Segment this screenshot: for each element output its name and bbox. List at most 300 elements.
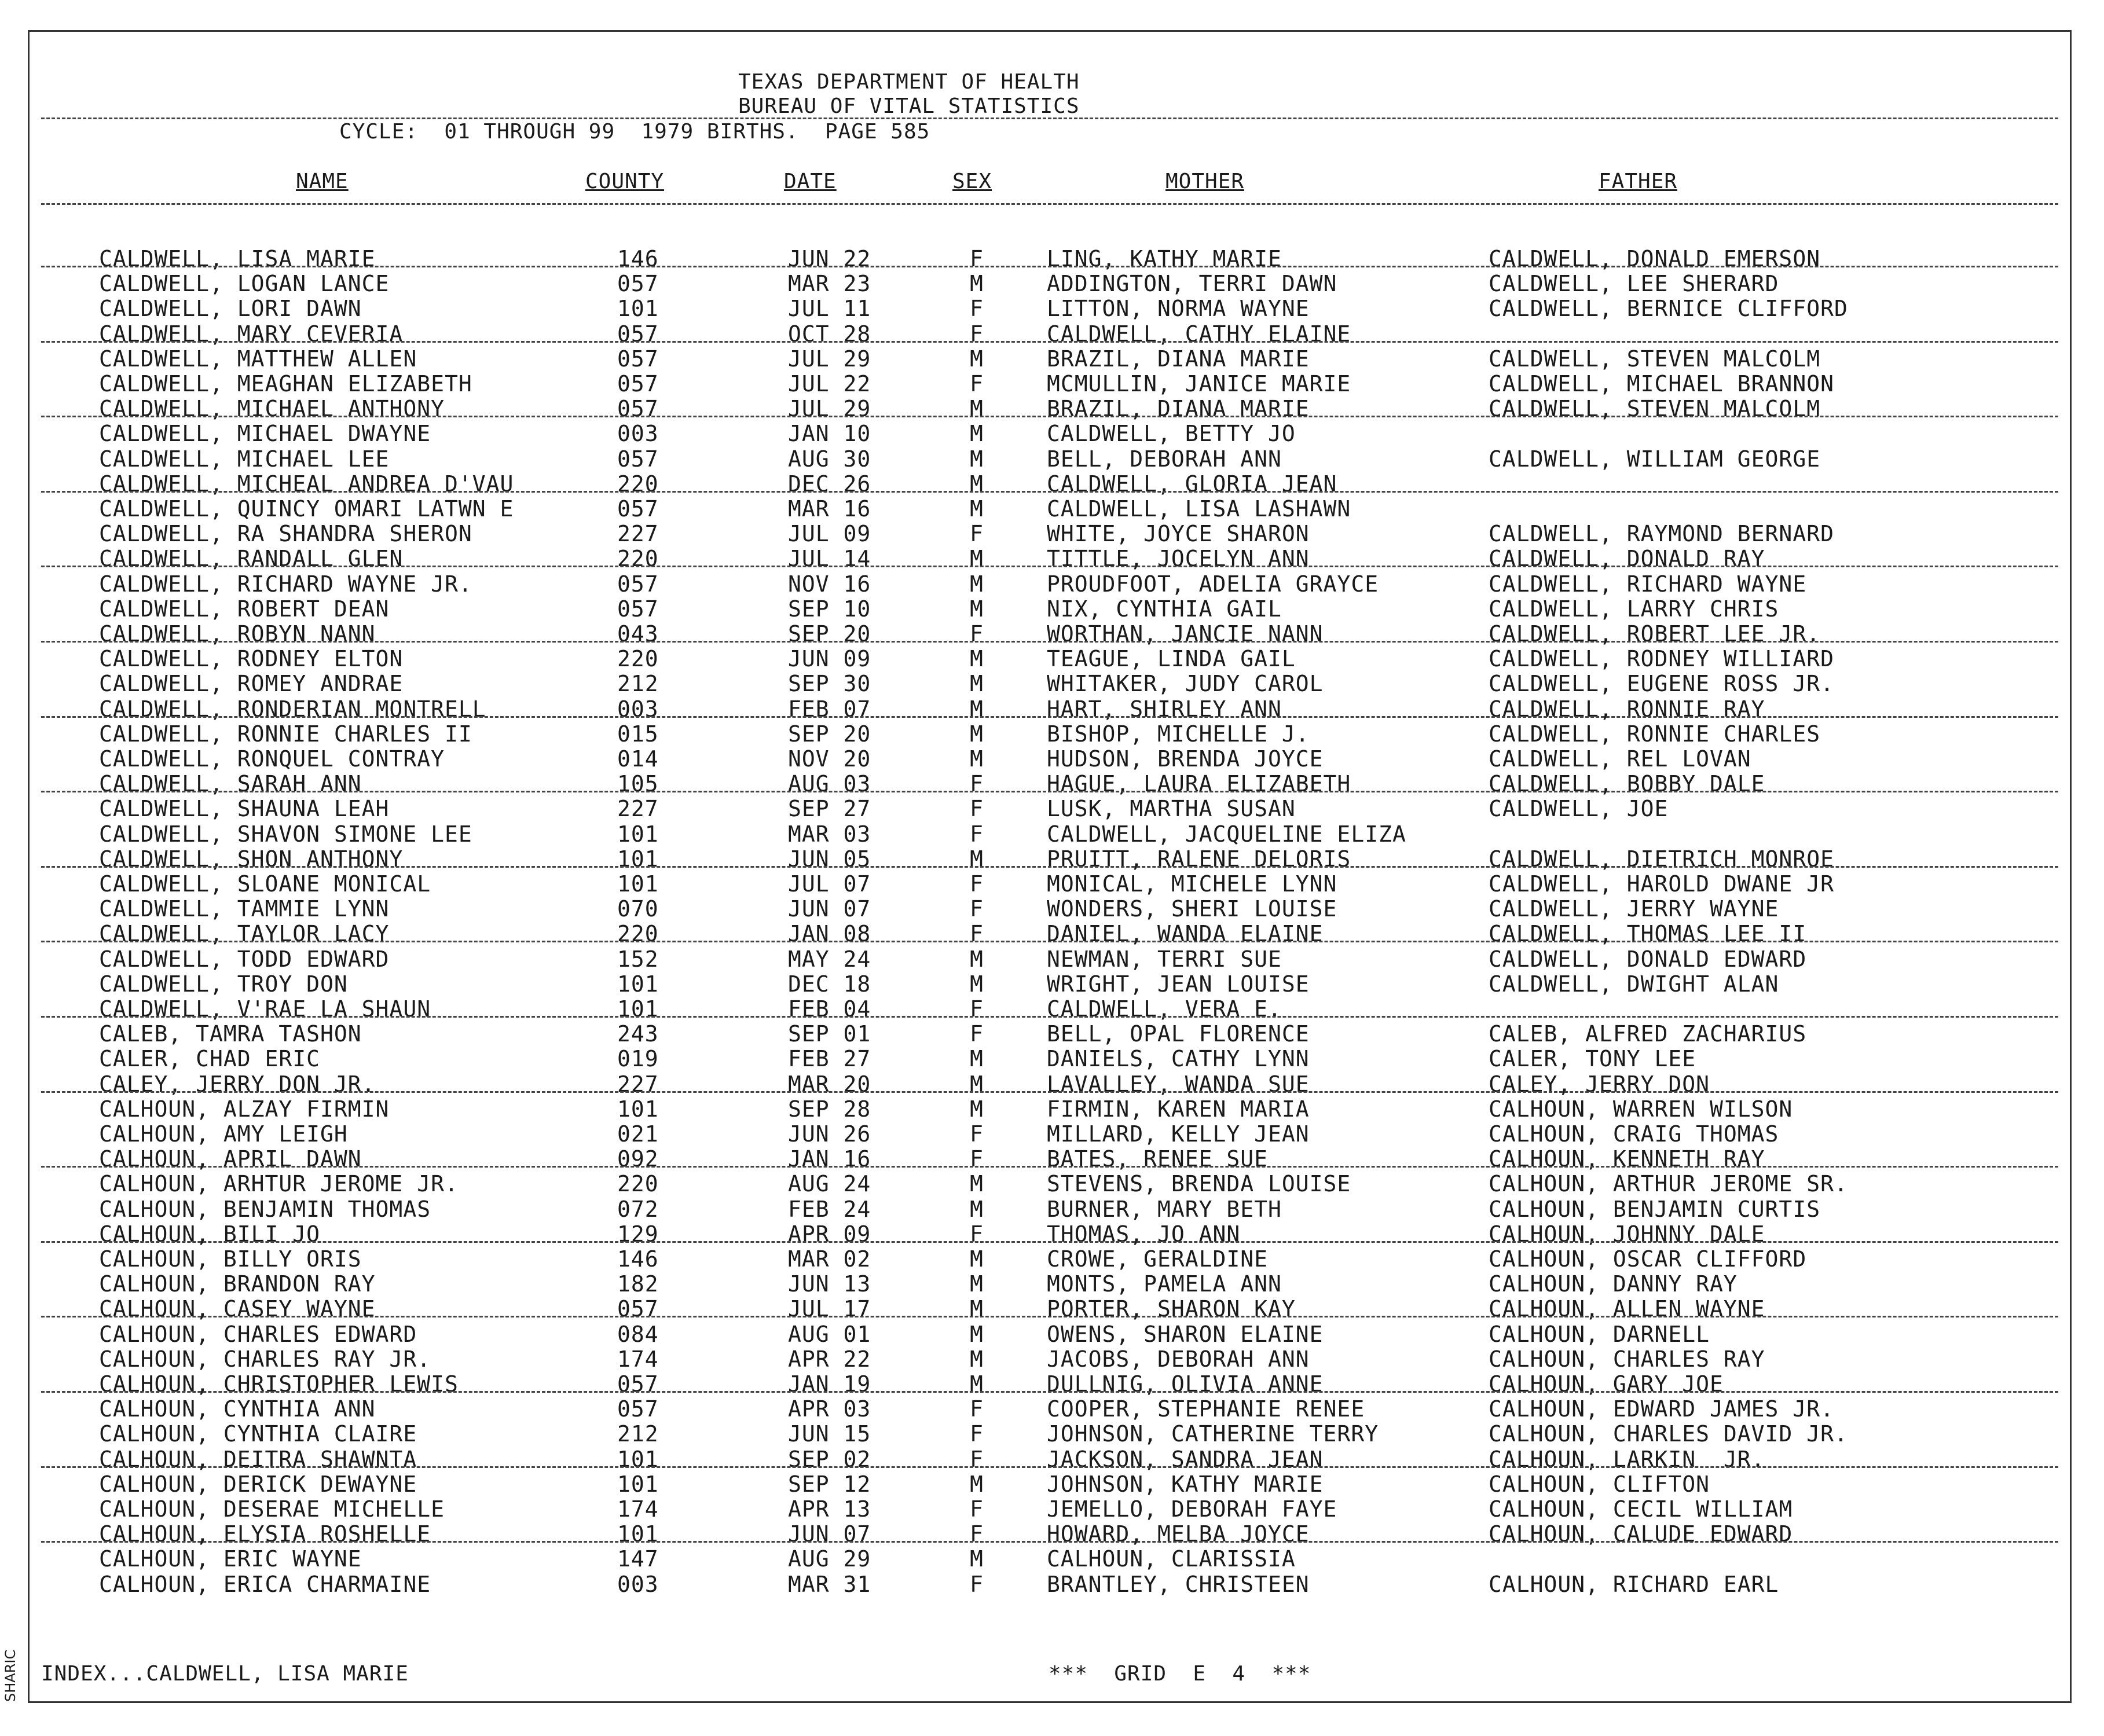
cell-sex: F — [970, 1496, 984, 1522]
cell-name: CALHOUN, BILLY ORIS — [99, 1246, 362, 1272]
cell-sex: M — [970, 571, 984, 597]
cell-mother: WHITE, JOYCE SHARON — [1047, 521, 1310, 547]
cell-name: CALDWELL, MICHEAL ANDREA D'VAU — [99, 471, 514, 497]
cell-mother: MILLARD, KELLY JEAN — [1047, 1121, 1310, 1147]
cell-county: 227 — [617, 796, 659, 822]
cell-county: 021 — [617, 1121, 659, 1147]
cell-mother: BRAZIL, DIANA MARIE — [1047, 346, 1310, 372]
cell-date: SEP 30 — [788, 671, 871, 697]
table-row — [30, 971, 2070, 996]
cell-name: CALHOUN, ERIC WAYNE — [99, 1546, 362, 1572]
cell-sex: M — [970, 1296, 984, 1322]
table-row — [30, 946, 2070, 971]
cell-mother: TEAGUE, LINDA GAIL — [1047, 646, 1296, 672]
cell-name: CALDWELL, MICHAEL DWAYNE — [99, 421, 431, 447]
cell-county: 101 — [617, 1096, 659, 1122]
table-row — [30, 896, 2070, 921]
cell-county: 101 — [617, 821, 659, 847]
cell-name: CALHOUN, CYNTHIA ANN — [99, 1396, 376, 1422]
cell-mother: CALDWELL, LISA LASHAWN — [1047, 496, 1351, 522]
cell-mother: WHITAKER, JUDY CAROL — [1047, 671, 1324, 697]
cell-date: NOV 16 — [788, 571, 871, 597]
cell-date: JUL 09 — [788, 521, 871, 547]
table-row — [30, 1246, 2070, 1271]
cell-sex: F — [970, 896, 984, 922]
cell-sex: M — [970, 1271, 984, 1297]
cell-father: CALDWELL, JERRY WAYNE — [1489, 896, 1779, 922]
cell-sex: M — [970, 721, 984, 747]
cell-date: FEB 04 — [788, 996, 871, 1022]
table-row — [30, 721, 2070, 746]
cell-mother: COOPER, STEPHANIE RENEE — [1047, 1396, 1365, 1422]
cell-father: CALDWELL, EUGENE ROSS JR. — [1489, 671, 1834, 697]
table-row — [30, 1271, 2070, 1296]
row-separator — [41, 1241, 2058, 1243]
cell-name: CALER, CHAD ERIC — [99, 1046, 321, 1072]
cell-sex: M — [970, 421, 984, 447]
cell-county: 057 — [617, 1371, 659, 1397]
column-header-name: NAME — [296, 170, 349, 193]
cell-father: CALDWELL, WILLIAM GEORGE — [1489, 446, 1821, 472]
table-row — [30, 1421, 2070, 1446]
cell-mother: BRANTLEY, CHRISTEEN — [1047, 1571, 1310, 1597]
cell-county: 101 — [617, 296, 659, 322]
cell-father: CALHOUN, BENJAMIN CURTIS — [1489, 1196, 1821, 1222]
cell-county: 072 — [617, 1196, 659, 1222]
table-row — [30, 1496, 2070, 1521]
cell-mother: ADDINGTON, TERRI DAWN — [1047, 271, 1337, 297]
cell-father: CALHOUN, CRAIG THOMAS — [1489, 1121, 1779, 1147]
cell-sex: M — [970, 446, 984, 472]
cell-name: CALDWELL, RANDALL GLEN — [99, 546, 404, 572]
cell-father: CALDWELL, THOMAS LEE II — [1489, 921, 1807, 947]
cell-sex: F — [970, 871, 984, 897]
cell-name: CALDWELL, TAYLOR LACY — [99, 921, 390, 947]
cell-sex: M — [970, 1171, 984, 1197]
cell-mother: MONTS, PAMELA ANN — [1047, 1271, 1282, 1297]
cell-mother: BELL, OPAL FLORENCE — [1047, 1021, 1310, 1047]
cell-sex: M — [970, 1321, 984, 1347]
table-row — [30, 1471, 2070, 1496]
footer-grid: *** GRID E 4 *** — [1049, 1662, 1311, 1686]
cell-mother: BELL, DEBORAH ANN — [1047, 446, 1282, 472]
cell-date: NOV 20 — [788, 746, 871, 772]
cell-county: 101 — [617, 871, 659, 897]
cell-name: CALDWELL, V'RAE LA SHAUN — [99, 996, 431, 1022]
cell-name: CALDWELL, TODD EDWARD — [99, 946, 390, 972]
cell-mother: DULLNIG, OLIVIA ANNE — [1047, 1371, 1324, 1397]
cell-date: MAR 23 — [788, 271, 871, 297]
margin-mark: SHARIC — [2, 1649, 19, 1702]
cell-date: MAR 31 — [788, 1571, 871, 1597]
table-row — [30, 1396, 2070, 1421]
cell-county: 057 — [617, 446, 659, 472]
cell-sex: F — [970, 296, 984, 322]
cell-county: 057 — [617, 346, 659, 372]
cell-date: SEP 20 — [788, 621, 871, 647]
cell-mother: WORTHAN, JANCIE NANN — [1047, 621, 1324, 647]
cell-county: 057 — [617, 321, 659, 347]
column-header-date: DATE — [784, 170, 837, 193]
cell-mother: CALDWELL, VERA E. — [1047, 996, 1282, 1022]
cell-sex: F — [970, 371, 984, 397]
cell-county: 101 — [617, 846, 659, 872]
footer-index: INDEX...CALDWELL, LISA MARIE — [41, 1662, 409, 1686]
cell-mother: CALDWELL, BETTY JO — [1047, 421, 1296, 447]
table-row — [30, 346, 2070, 371]
header-agency: TEXAS DEPARTMENT OF HEALTH — [738, 70, 1080, 94]
header-divider — [41, 118, 2058, 119]
cell-date: JUN 09 — [788, 646, 871, 672]
cell-date: AUG 24 — [788, 1171, 871, 1197]
cell-name: CALHOUN, CHARLES RAY JR. — [99, 1346, 431, 1372]
cell-name: CALDWELL, MICHAEL LEE — [99, 446, 390, 472]
cell-county: 003 — [617, 696, 659, 722]
cell-county: 101 — [617, 1521, 659, 1547]
cell-county: 057 — [617, 496, 659, 522]
cell-mother: DANIEL, WANDA ELAINE — [1047, 921, 1324, 947]
row-separator — [41, 1016, 2058, 1018]
cell-name: CALHOUN, BRANDON RAY — [99, 1271, 376, 1297]
cell-county: 182 — [617, 1271, 659, 1297]
cell-name: CALDWELL, TAMMIE LYNN — [99, 896, 390, 922]
cell-mother: HAGUE, LAURA ELIZABETH — [1047, 771, 1351, 797]
cell-sex: F — [970, 1446, 984, 1472]
cell-name: CALHOUN, CASEY WAYNE — [99, 1296, 376, 1322]
cell-father: CALDWELL, REL LOVAN — [1489, 746, 1751, 772]
row-separator — [41, 266, 2058, 267]
cell-date: APR 09 — [788, 1221, 871, 1247]
cell-date: JUL 22 — [788, 371, 871, 397]
cell-sex: M — [970, 1046, 984, 1072]
cell-name: CALHOUN, DEITRA SHAWNTA — [99, 1446, 417, 1472]
cell-date: AUG 30 — [788, 446, 871, 472]
cell-county: 092 — [617, 1146, 659, 1172]
cell-mother: MONICAL, MICHELE LYNN — [1047, 871, 1337, 897]
cell-father: CALHOUN, CLIFTON — [1489, 1471, 1710, 1497]
cell-father: CALHOUN, DANNY RAY — [1489, 1271, 1738, 1297]
cell-sex: M — [970, 346, 984, 372]
row-separator — [41, 566, 2058, 567]
cell-sex: F — [970, 921, 984, 947]
cell-county: 070 — [617, 896, 659, 922]
cell-sex: F — [970, 796, 984, 822]
row-separator — [41, 341, 2058, 343]
cell-father: CALDWELL, RONNIE RAY — [1489, 696, 1765, 722]
cell-date: APR 03 — [788, 1396, 871, 1422]
row-separator — [41, 1166, 2058, 1168]
cell-county: 101 — [617, 996, 659, 1022]
cell-sex: M — [970, 1546, 984, 1572]
table-row — [30, 746, 2070, 771]
cell-sex: M — [970, 496, 984, 522]
cell-date: APR 13 — [788, 1496, 871, 1522]
cell-date: DEC 18 — [788, 971, 871, 997]
cell-sex: F — [970, 1221, 984, 1247]
cell-name: CALDWELL, MEAGHAN ELIZABETH — [99, 371, 472, 397]
cell-date: MAR 03 — [788, 821, 871, 847]
printout-page — [28, 30, 2072, 1703]
cell-father: CALDWELL, DIETRICH MONROE — [1489, 846, 1834, 872]
cell-county: 220 — [617, 1171, 659, 1197]
cell-mother: LAVALLEY, WANDA SUE — [1047, 1071, 1310, 1097]
row-separator — [41, 716, 2058, 718]
cell-county: 084 — [617, 1321, 659, 1347]
cell-county: 152 — [617, 946, 659, 972]
cell-name: CALDWELL, RA SHANDRA SHERON — [99, 521, 472, 547]
cell-name: CALDWELL, ROBYN NANN — [99, 621, 376, 647]
cell-sex: F — [970, 1021, 984, 1047]
cell-father: CALHOUN, ALLEN WAYNE — [1489, 1296, 1765, 1322]
cell-county: 174 — [617, 1496, 659, 1522]
cell-sex: F — [970, 1146, 984, 1172]
cell-county: 014 — [617, 746, 659, 772]
cell-mother: JOHNSON, CATHERINE TERRY — [1047, 1421, 1379, 1447]
cell-date: AUG 03 — [788, 771, 871, 797]
cell-sex: M — [970, 696, 984, 722]
cell-date: JUN 07 — [788, 1521, 871, 1547]
cell-mother: WRIGHT, JEAN LOUISE — [1047, 971, 1310, 997]
cell-county: 129 — [617, 1221, 659, 1247]
row-separator — [41, 941, 2058, 942]
cell-name: CALDWELL, MARY CEVERIA — [99, 321, 404, 347]
table-row — [30, 371, 2070, 396]
cell-sex: M — [970, 271, 984, 297]
cell-sex: F — [970, 521, 984, 547]
cell-mother: WONDERS, SHERI LOUISE — [1047, 896, 1337, 922]
cell-date: MAY 24 — [788, 946, 871, 972]
header-bureau: BUREAU OF VITAL STATISTICS — [738, 94, 1080, 118]
cell-name: CALHOUN, CHRISTOPHER LEWIS — [99, 1371, 459, 1397]
cell-father: CALHOUN, DARNELL — [1489, 1321, 1710, 1347]
cell-name: CALHOUN, BILI JO — [99, 1221, 321, 1247]
cell-sex: M — [970, 1346, 984, 1372]
cell-mother: PORTER, SHARON KAY — [1047, 1296, 1296, 1322]
cell-mother: BISHOP, MICHELLE J. — [1047, 721, 1310, 747]
cell-father: CALDWELL, ROBERT LEE JR. — [1489, 621, 1821, 647]
cell-county: 057 — [617, 1396, 659, 1422]
table-row — [30, 1572, 2070, 1596]
cell-county: 101 — [617, 1446, 659, 1472]
row-separator — [41, 1316, 2058, 1317]
cell-name: CALHOUN, DESERAE MICHELLE — [99, 1496, 445, 1522]
cell-mother: PRUITT, RALENE DELORIS — [1047, 846, 1351, 872]
cell-sex: F — [970, 1121, 984, 1147]
cell-father: CALDWELL, DONALD EDWARD — [1489, 946, 1807, 972]
cell-date: SEP 28 — [788, 1096, 871, 1122]
cell-sex: F — [970, 246, 984, 271]
table-row — [30, 296, 2070, 321]
cell-father: CALDWELL, MICHAEL BRANNON — [1489, 371, 1834, 397]
cell-date: JUL 29 — [788, 346, 871, 372]
cell-mother: BRAZIL, DIANA MARIE — [1047, 396, 1310, 422]
cell-county: 101 — [617, 1471, 659, 1497]
row-separator — [41, 641, 2058, 643]
cell-county: 227 — [617, 1071, 659, 1097]
cell-mother: TITTLE, JOCELYN ANN — [1047, 546, 1310, 572]
table-row — [30, 1121, 2070, 1146]
cell-sex: F — [970, 321, 984, 347]
cell-mother: LITTON, NORMA WAYNE — [1047, 296, 1310, 322]
cell-father: CALDWELL, JOE — [1489, 796, 1669, 822]
cell-father: CALHOUN, CHARLES DAVID JR. — [1489, 1421, 1848, 1447]
cell-father: CALHOUN, LARKIN JR. — [1489, 1446, 1765, 1472]
cell-father: CALDWELL, RICHARD WAYNE — [1489, 571, 1807, 597]
table-row — [30, 421, 2070, 446]
cell-sex: F — [970, 1421, 984, 1447]
cell-father: CALDWELL, RONNIE CHARLES — [1489, 721, 1821, 747]
cell-county: 019 — [617, 1046, 659, 1072]
cell-mother: JACOBS, DEBORAH ANN — [1047, 1346, 1310, 1372]
column-header-mother: MOTHER — [1165, 170, 1245, 193]
cell-county: 220 — [617, 471, 659, 497]
cell-sex: M — [970, 1196, 984, 1222]
row-separator — [41, 1541, 2058, 1543]
cell-mother: JEMELLO, DEBORAH FAYE — [1047, 1496, 1337, 1522]
cell-date: JAN 19 — [788, 1371, 871, 1397]
cell-mother: JOHNSON, KATHY MARIE — [1047, 1471, 1324, 1497]
cell-father: CALDWELL, DONALD EMERSON — [1489, 246, 1821, 271]
cell-date: AUG 01 — [788, 1321, 871, 1347]
cell-name: CALDWELL, SHON ANTHONY — [99, 846, 404, 872]
cell-sex: F — [970, 1521, 984, 1547]
cell-name: CALDWELL, TROY DON — [99, 971, 348, 997]
cell-father: CALDWELL, HAROLD DWANE JR — [1489, 871, 1834, 897]
cell-name: CALHOUN, APRIL DAWN — [99, 1146, 362, 1172]
table-row — [30, 271, 2070, 296]
cell-date: JUL 14 — [788, 546, 871, 572]
cell-county: 146 — [617, 246, 659, 271]
cell-father: CALHOUN, CHARLES RAY — [1489, 1346, 1765, 1372]
cell-date: SEP 10 — [788, 596, 871, 622]
cell-name: CALDWELL, SHAUNA LEAH — [99, 796, 390, 822]
table-row — [30, 1021, 2070, 1046]
cell-mother: BURNER, MARY BETH — [1047, 1196, 1282, 1222]
cell-name: CALDWELL, MICHAEL ANTHONY — [99, 396, 445, 422]
cell-father: CALDWELL, BOBBY DALE — [1489, 771, 1765, 797]
cell-county: 057 — [617, 1296, 659, 1322]
table-row — [30, 1197, 2070, 1221]
cell-mother: FIRMIN, KAREN MARIA — [1047, 1096, 1310, 1122]
cell-name: CALDWELL, ROBERT DEAN — [99, 596, 390, 622]
cell-date: JUL 17 — [788, 1296, 871, 1322]
table-row — [30, 1171, 2070, 1196]
cell-father: CALHOUN, CALUDE EDWARD — [1489, 1521, 1793, 1547]
row-separator — [41, 791, 2058, 792]
cell-county: 057 — [617, 271, 659, 297]
cell-sex: M — [970, 946, 984, 972]
cell-father: CALER, TONY LEE — [1489, 1046, 1696, 1072]
row-separator — [41, 1091, 2058, 1093]
cell-mother: LING, KATHY MARIE — [1047, 246, 1282, 271]
cell-name: CALDWELL, SLOANE MONICAL — [99, 871, 431, 897]
cell-date: JUN 15 — [788, 1421, 871, 1447]
table-row — [30, 1096, 2070, 1121]
row-separator — [41, 491, 2058, 493]
cell-name: CALHOUN, DERICK DEWAYNE — [99, 1471, 417, 1497]
cell-father: CALHOUN, EDWARD JAMES JR. — [1489, 1396, 1834, 1422]
cell-name: CALDWELL, LOGAN LANCE — [99, 271, 390, 297]
cell-name: CALDWELL, SARAH ANN — [99, 771, 362, 797]
cell-mother: MCMULLIN, JANICE MARIE — [1047, 371, 1351, 397]
cell-mother: NEWMAN, TERRI SUE — [1047, 946, 1282, 972]
cell-father: CALHOUN, OSCAR CLIFFORD — [1489, 1246, 1807, 1272]
row-separator — [41, 866, 2058, 868]
cell-county: 212 — [617, 671, 659, 697]
cell-sex: M — [970, 1471, 984, 1497]
row-separator — [41, 1391, 2058, 1393]
table-row — [30, 796, 2070, 821]
column-header-sex: SEX — [952, 170, 992, 193]
cell-date: JUL 07 — [788, 871, 871, 897]
cell-sex: F — [970, 1571, 984, 1597]
cell-date: SEP 02 — [788, 1446, 871, 1472]
cell-date: MAR 16 — [788, 496, 871, 522]
cell-name: CALDWELL, RONNIE CHARLES II — [99, 721, 472, 747]
cell-county: 147 — [617, 1546, 659, 1572]
cell-mother: OWENS, SHARON ELAINE — [1047, 1321, 1324, 1347]
table-row — [30, 1322, 2070, 1346]
table-row — [30, 521, 2070, 546]
cell-county: 212 — [617, 1421, 659, 1447]
cell-date: JAN 16 — [788, 1146, 871, 1172]
cell-date: JAN 10 — [788, 421, 871, 447]
cell-date: JUL 11 — [788, 296, 871, 322]
cell-name: CALHOUN, ERICA CHARMAINE — [99, 1571, 431, 1597]
table-row — [30, 1546, 2070, 1571]
cell-name: CALDWELL, RODNEY ELTON — [99, 646, 404, 672]
cell-mother: NIX, CYNTHIA GAIL — [1047, 596, 1282, 622]
table-row — [30, 496, 2070, 521]
cell-sex: M — [970, 396, 984, 422]
cell-name: CALHOUN, CYNTHIA CLAIRE — [99, 1421, 417, 1447]
cell-name: CALDWELL, MATTHEW ALLEN — [99, 346, 417, 372]
cell-mother: CALDWELL, CATHY ELAINE — [1047, 321, 1351, 347]
cell-name: CALHOUN, BENJAMIN THOMAS — [99, 1196, 431, 1222]
cell-name: CALHOUN, CHARLES EDWARD — [99, 1321, 417, 1347]
cell-date: FEB 24 — [788, 1196, 871, 1222]
cell-father: CALHOUN, GARY JOE — [1489, 1371, 1724, 1397]
cell-sex: M — [970, 546, 984, 572]
cell-father: CALEY, JERRY DON — [1489, 1071, 1710, 1097]
cell-county: 220 — [617, 921, 659, 947]
cell-county: 220 — [617, 546, 659, 572]
cell-date: JAN 08 — [788, 921, 871, 947]
cell-name: CALDWELL, RONDERIAN MONTRELL — [99, 696, 486, 722]
cell-mother: JACKSON, SANDRA JEAN — [1047, 1446, 1324, 1472]
cell-name: CALEY, JERRY DON JR. — [99, 1071, 376, 1097]
cell-name: CALHOUN, ELYSIA ROSHELLE — [99, 1521, 431, 1547]
cell-date: JUN 26 — [788, 1121, 871, 1147]
cell-mother: CALHOUN, CLARISSIA — [1047, 1546, 1296, 1572]
cell-county: 003 — [617, 1571, 659, 1597]
cell-father: CALHOUN, RICHARD EARL — [1489, 1571, 1779, 1597]
cell-father: CALDWELL, STEVEN MALCOLM — [1489, 346, 1821, 372]
cell-county: 057 — [617, 396, 659, 422]
cell-county: 146 — [617, 1246, 659, 1272]
cell-sex: F — [970, 821, 984, 847]
table-row — [30, 671, 2070, 696]
table-row — [30, 646, 2070, 671]
cell-date: FEB 27 — [788, 1046, 871, 1072]
cell-sex: M — [970, 596, 984, 622]
cell-sex: M — [970, 471, 984, 497]
cell-county: 057 — [617, 596, 659, 622]
cell-date: FEB 07 — [788, 696, 871, 722]
column-header-divider — [41, 203, 2058, 205]
cell-sex: M — [970, 1371, 984, 1397]
cell-sex: F — [970, 1396, 984, 1422]
